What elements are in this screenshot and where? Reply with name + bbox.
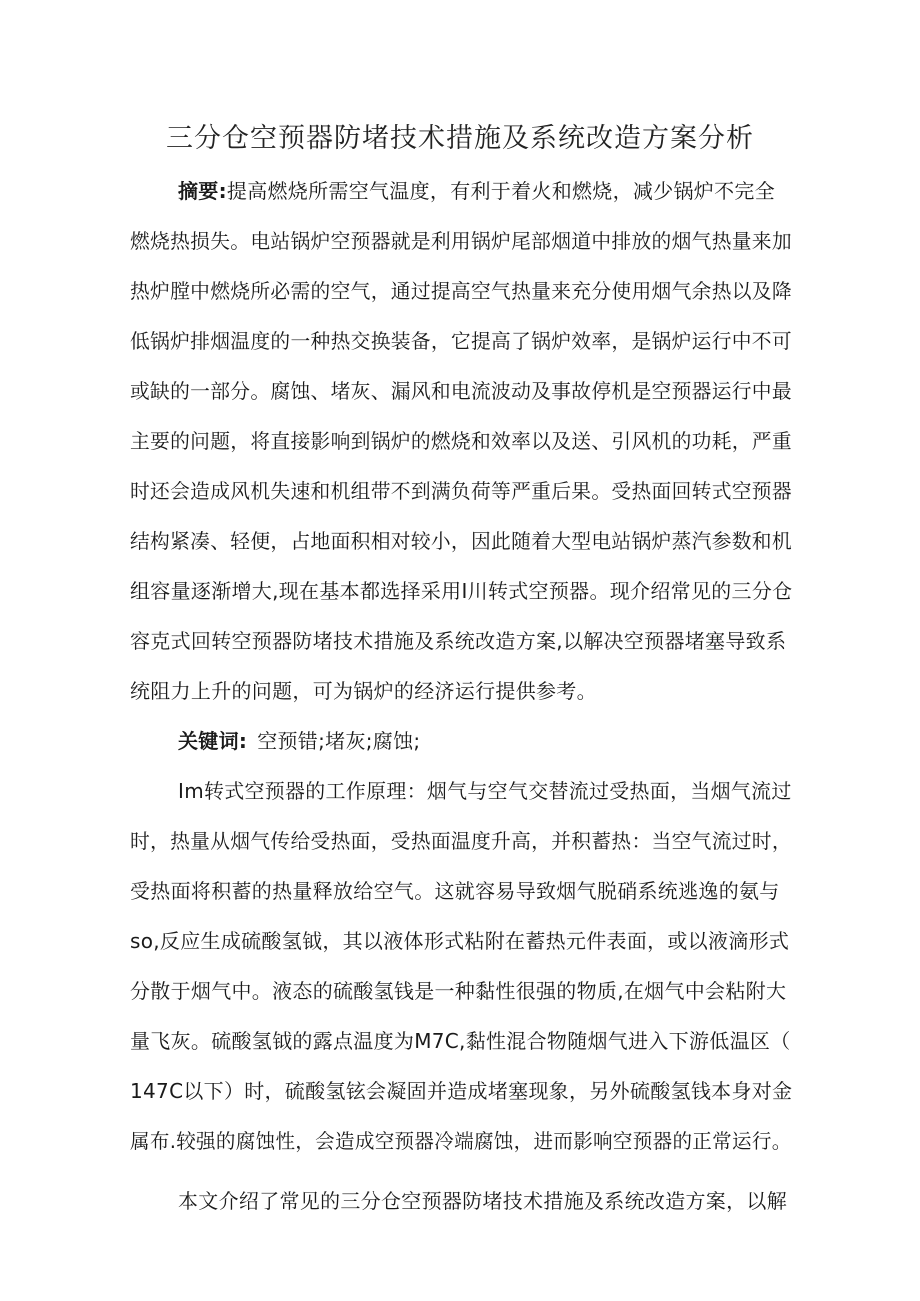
- abstract-line: 燃烧热损失。电站锅炉空预器就是利用锅炉尾部烟道中排放的烟气热量来加: [130, 229, 792, 253]
- abstract-line: 主要的问题，将直接影响到锅炉的燃烧和效率以及送、引风机的功耗，严重: [130, 429, 792, 453]
- abstract-line: 统阻力上升的问题，可为锅炉的经济运行提供参考。: [130, 679, 597, 703]
- principle-line: 属布.较强的腐蚀性，会造成空预器冷端腐蚀，进而影响空预器的正常运行。: [130, 1129, 792, 1153]
- intro-line: 本文介绍了常见的三分仓空预器防堵技术措施及系统改造方案，以解: [178, 1189, 787, 1213]
- abstract-line: 时还会造成风机失速和机组带不到满负荷等严重后果。受热面回转式空预器: [130, 479, 792, 503]
- principle-line: 147C以下）时，硫酸氢铉会凝固并造成堵塞现象，另外硫酸氢钱本身对金: [130, 1079, 793, 1103]
- abstract-first-line: [178, 175, 775, 204]
- principle-line: Im转式空预器的工作原理：烟气与空气交替流过受热面，当烟气流过: [178, 779, 792, 803]
- principle-line: so,反应生成硫酸氢钺，其以液体形式粘附在蓄热元件表面，或以液滴形式: [130, 929, 790, 953]
- page-title: 三分仓空预器防堵技术措施及系统改造方案分析: [166, 123, 754, 154]
- abstract-line: 容克式回转空预器防堵技术措施及系统改造方案,以解决空预器堵塞导致系: [130, 629, 787, 653]
- abstract-line: 热炉膛中燃烧所必需的空气，通过提高空气热量来充分使用烟气余热以及降: [130, 279, 792, 303]
- abstract-line: 组容量逐渐增大,现在基本都选择采用I川转式空预器。现介绍常见的三分仓: [130, 579, 793, 603]
- principle-line: 受热面将积蓄的热量释放给空气。这就容易导致烟气脱硝系统逃逸的氨与: [130, 879, 780, 903]
- abstract-line: 提高燃烧所需空气温度，有利于着火和燃烧，减少锅炉不完全: [226, 179, 776, 203]
- abstract-line: 或缺的一部分。腐蚀、堵灰、漏风和电流波动及事故停机是空预器运行中最: [130, 379, 792, 403]
- keywords-label: 关键词:: [178, 729, 248, 753]
- keywords-value: 空预错;堵灰;腐蚀;: [257, 729, 421, 753]
- principle-line: 时，热量从烟气传给受热面，受热面温度升高，并积蓄热：当空气流过时，: [130, 829, 792, 853]
- abstract-line: 低锅炉排烟温度的一种热交换装备，它提高了锅炉效率，是锅炉运行中不可: [130, 329, 792, 353]
- keywords-line: [178, 725, 420, 754]
- principle-line: 量飞灰。硫酸氢钺的露点温度为M7C,黏性混合物随烟气进入下游低温区（: [130, 1029, 791, 1053]
- principle-line: 分散于烟气中。液态的硫酸氢钱是一种黏性很强的物质,在烟气中会粘附大: [130, 979, 787, 1003]
- abstract-line: 结构紧凑、轻便，占地面积相对较小，因此随着大型电站锅炉蒸汽参数和机: [130, 529, 792, 553]
- abstract-label: 摘要:: [178, 179, 227, 203]
